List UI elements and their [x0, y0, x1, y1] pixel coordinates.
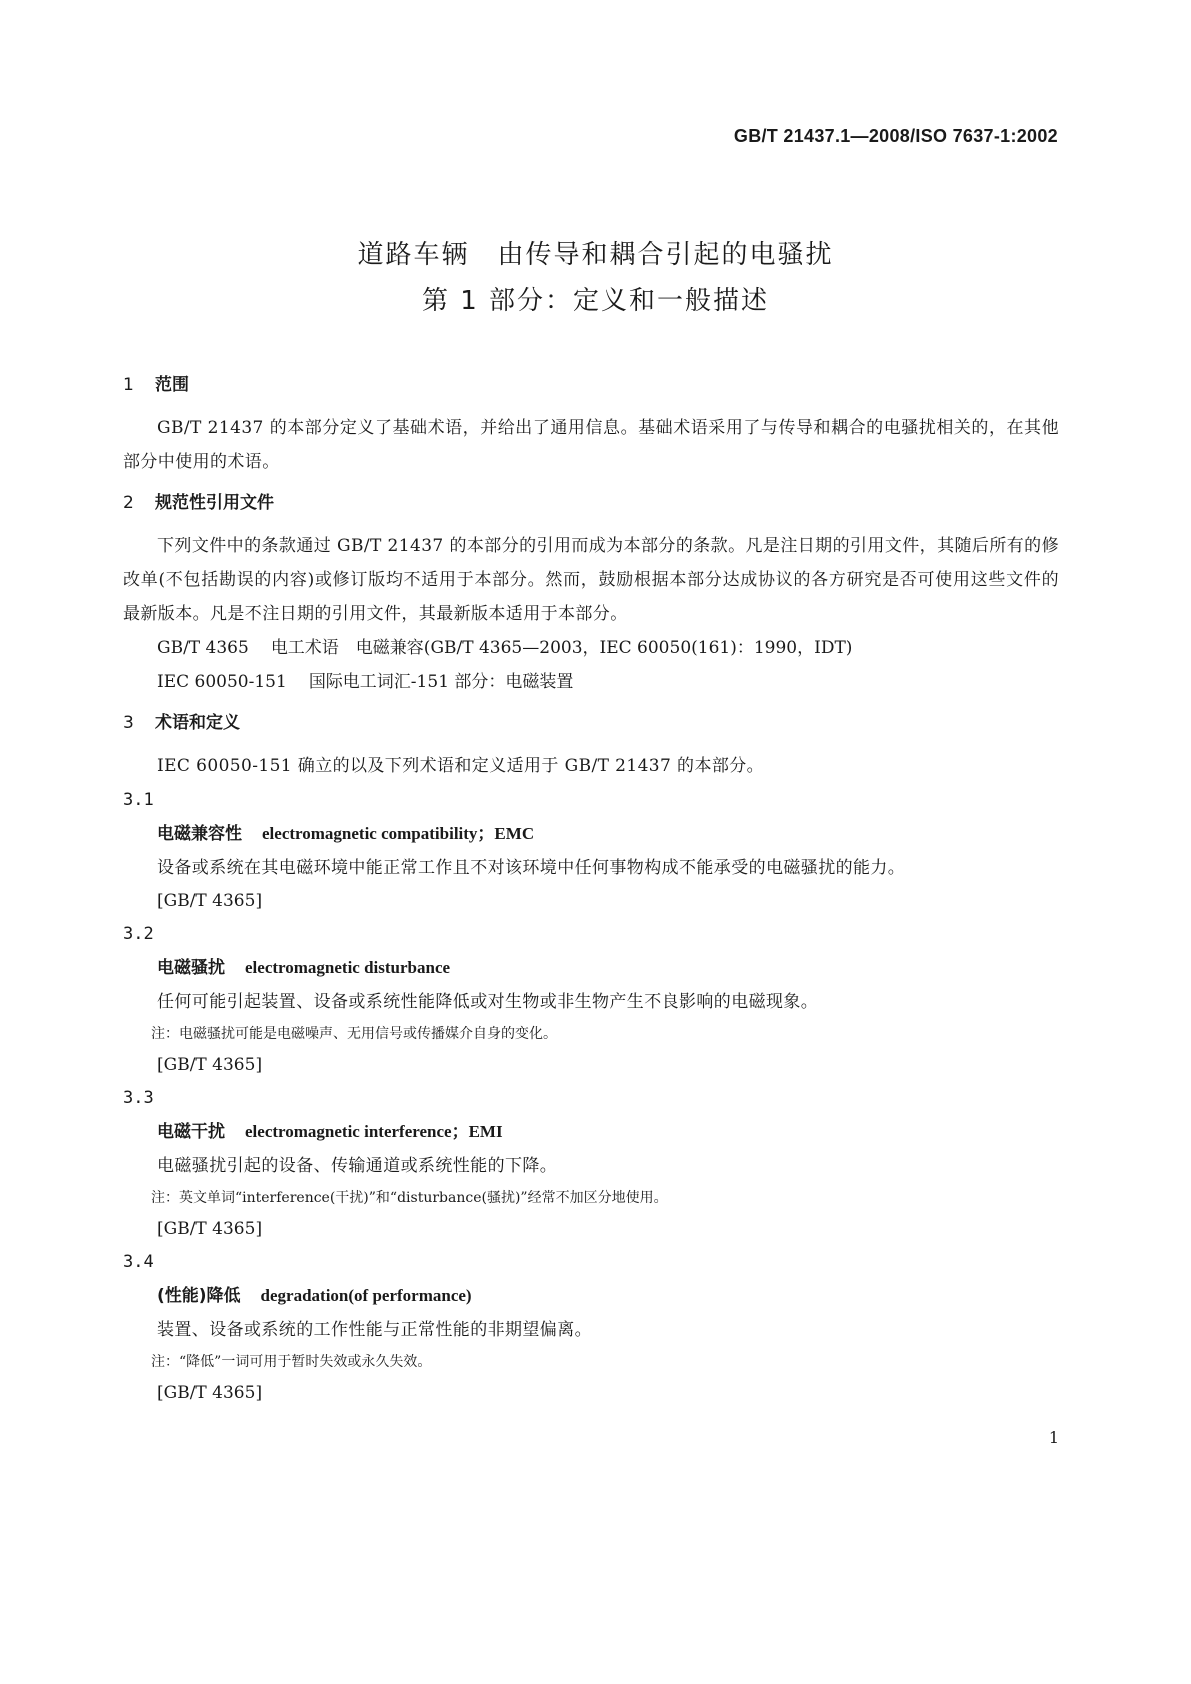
term-entry [123, 817, 1059, 851]
term-chinese: 电磁兼容性 [157, 824, 242, 844]
term-source: [GB/T 4365] [157, 1219, 263, 1239]
section-title: 规范性引用文件 [155, 493, 274, 513]
term-entry [123, 1115, 1059, 1149]
term-definition: 设备或系统在其电磁环境中能正常工作且不对该环境中任何事物构成不能承受的电磁骚扰的能力。 [157, 858, 906, 878]
document-body [123, 373, 1059, 1409]
term-definition: 电磁骚扰引起的设备、传输通道或系统性能的下降。 [157, 1156, 558, 1176]
term-entry [123, 951, 1059, 985]
term-english: degradation(of performance) [260, 1286, 472, 1305]
section-title: 范围 [155, 375, 189, 395]
term-english: electromagnetic compatibility；EMC [262, 824, 535, 843]
title-line-1: 道路车辆 由传导和耦合引起的电骚扰 [357, 240, 834, 270]
scope-paragraph: GB/T 21437 的本部分定义了基础术语，并给出了通用信息。基础术语采用了与传导和耦合的电骚扰相关的，在其他部分中使用的术语。 [123, 418, 1059, 472]
title-line-2: 第 1 部分：定义和一般描述 [421, 286, 770, 316]
section-number: 2 [123, 493, 134, 513]
term-definition: 装置、设备或系统的工作性能与正常性能的非期望偏离。 [157, 1320, 592, 1340]
terms-intro-paragraph: IEC 60050-151 确立的以及下列术语和定义适用于 GB/T 21437 的本部分。 [157, 756, 765, 776]
term-english: electromagnetic interference；EMI [245, 1122, 503, 1141]
clause-number: 3.1 [123, 790, 154, 810]
clause-number: 3.3 [123, 1088, 154, 1108]
term-english: electromagnetic disturbance [245, 958, 451, 977]
reference-item [123, 665, 1059, 699]
normative-references-paragraph: 下列文件中的条款通过 GB/T 21437 的本部分的引用而成为本部分的条款。凡是注日期的引用文件，其随后所有的修改单(不包括勘误的内容)或修订版均不适用于本部分。然而，鼓励根据本部分达成协议的各方研究是否可使用这些文件的最新版本。凡是不注日期的引用文件，其最新版本适用于本部分。 [123, 536, 1059, 624]
term-source: [GB/T 4365] [157, 891, 263, 911]
reference-code: IEC 60050-151 [157, 672, 287, 692]
term-entry [123, 1279, 1059, 1313]
term-source: [GB/T 4365] [157, 1055, 263, 1075]
term-note: 注：英文单词“interference(干扰)”和“disturbance(骚扰)”经常不加区分地使用。 [151, 1190, 668, 1206]
term-source: [GB/T 4365] [157, 1383, 263, 1403]
section-heading-scope [123, 373, 1059, 397]
term-chinese: 电磁骚扰 [157, 958, 225, 978]
term-chinese: 电磁干扰 [157, 1122, 225, 1142]
term-chinese: (性能)降低 [157, 1286, 241, 1306]
section-number: 3 [123, 713, 134, 733]
clause-number: 3.4 [123, 1252, 154, 1272]
page-number: 1 [1048, 1428, 1059, 1447]
term-definition: 任何可能引起装置、设备或系统性能降低或对生物或非生物产生不良影响的电磁现象。 [157, 992, 819, 1012]
reference-title: 电工术语 电磁兼容(GB/T 4365—2003，IEC 60050(161)：1990，IDT) [270, 638, 853, 658]
term-note: 注：电磁骚扰可能是电磁噪声、无用信号或传播媒介自身的变化。 [151, 1026, 557, 1042]
document-title [0, 232, 1191, 324]
section-heading-normative-references [123, 491, 1059, 515]
reference-title: 国际电工词汇-151 部分：电磁装置 [308, 672, 574, 692]
section-heading-terms-and-definitions [123, 711, 1059, 735]
section-number: 1 [123, 375, 134, 395]
standard-code: GB/T 21437.1—2008/ISO 7637-1:2002 [733, 126, 1058, 146]
term-note: 注：“降低”一词可用于暂时失效或永久失效。 [151, 1354, 432, 1370]
reference-item [123, 631, 1059, 665]
reference-code: GB/T 4365 [157, 638, 249, 658]
section-title: 术语和定义 [155, 713, 240, 733]
clause-number: 3.2 [123, 924, 154, 944]
